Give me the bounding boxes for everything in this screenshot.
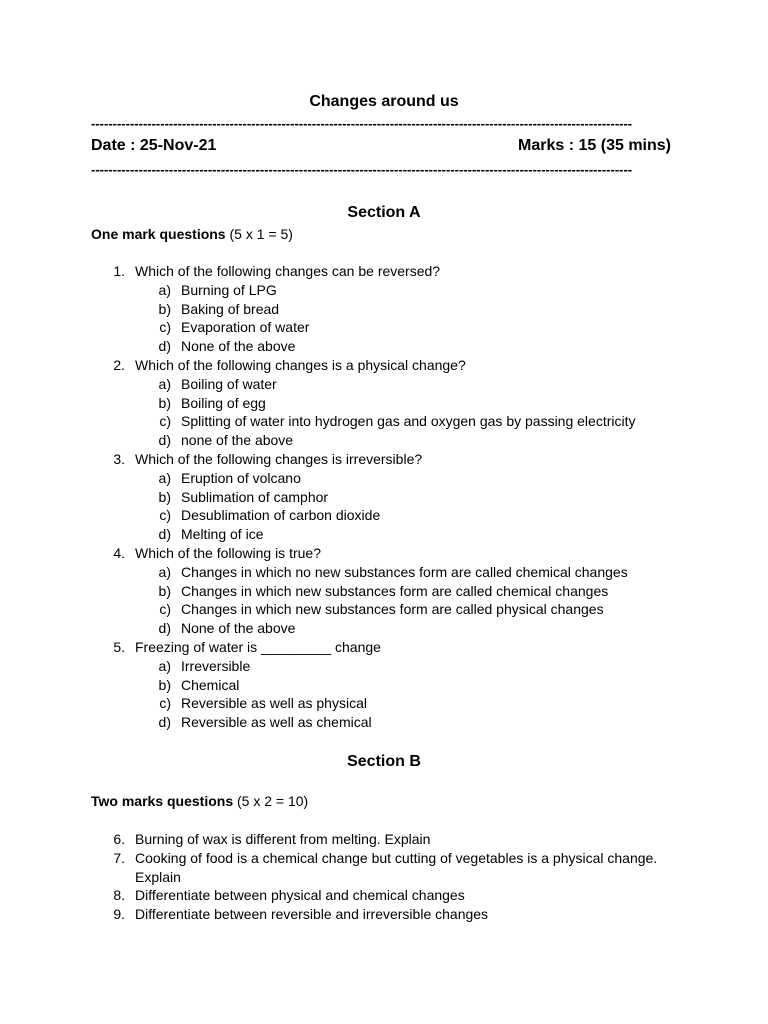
option-text: Boiling of egg [181,394,266,411]
option-label: b) [158,582,171,599]
option-label: d) [158,338,171,355]
option-item [0,525,768,544]
option-label: d) [158,620,171,637]
section-b-subhead-marks: (5 x 2 = 10) [233,793,309,809]
question-text: Which of the following changes is irreversible? [135,450,423,467]
option-item [0,694,768,713]
option-text: Reversible as well as chemical [181,714,372,731]
header-row [91,137,671,155]
option-label: b) [158,394,171,411]
question-text: Differentiate between physical and chemical changes [135,887,465,904]
option-item [0,582,768,601]
option-text: Irreversible [181,657,251,674]
option-text: None of the above [181,620,296,637]
question-text: Which of the following changes can be reversed? [135,263,441,279]
option-item [0,600,768,619]
option-label: a) [158,469,171,486]
question-item [0,849,675,887]
dashed-divider-bottom: ----------------------------------------------------------------------------------------------------------------------------- [91,163,633,177]
option-label: d) [158,526,171,543]
question-number: 9. [113,906,125,923]
section-b-question-list [0,830,768,924]
option-label: d) [158,714,171,731]
option-label: c) [159,695,171,712]
option-item [0,488,768,507]
marks-label: Marks : 15 (35 mins) [518,137,671,154]
option-label: a) [158,375,171,392]
question-text: Burning of wax is different from melting. Explain [135,831,431,847]
question-number: 3. [113,450,125,467]
option-label: a) [158,657,171,674]
option-text: Splitting of water into hydrogen gas and oxygen gas by passing electricity [181,413,636,430]
page-title: Changes around us [309,93,459,110]
option-label: a) [158,281,171,298]
option-text: Baking of bread [181,300,280,317]
option-text: Melting of ice [181,526,264,543]
question-number: 5. [113,638,125,655]
option-item [0,713,768,732]
question-item [0,450,675,469]
option-text: None of the above [181,338,296,355]
option-item [0,657,768,676]
option-item [0,394,768,413]
section-b-title: Section B [347,753,421,770]
option-text: Chemical [181,676,240,693]
option-text: Burning of LPG [181,281,277,298]
option-item [0,300,768,319]
question-number: 8. [113,887,125,904]
option-item [0,337,768,356]
question-text: Cooking of food is a chemical change but cutting of vegetables is a physical change. Explain [135,849,658,885]
question-number: 7. [113,849,125,866]
option-text: Evaporation of water [181,319,310,336]
section-a-title: Section A [347,204,421,221]
option-label: c) [159,601,171,618]
question-item [0,544,675,563]
option-text: Changes in which new substances form are called physical changes [181,601,604,618]
option-label: a) [158,563,171,580]
option-item [0,506,768,525]
option-label: b) [158,488,171,505]
question-number: 1. [113,263,125,279]
section-a-question-list [0,262,768,732]
option-label: c) [159,413,171,430]
question-number: 6. [113,831,125,847]
option-text: Sublimation of camphor [181,488,329,505]
question-number: 2. [113,356,125,373]
option-item [0,676,768,695]
option-label: d) [158,432,171,449]
option-label: b) [158,676,171,693]
option-label: c) [159,319,171,336]
question-number: 4. [113,544,125,561]
section-a-subhead-bold: One mark questions [91,226,226,242]
question-item [0,638,675,657]
question-item [0,886,675,905]
option-label: b) [158,300,171,317]
option-item [0,318,768,337]
date-label: Date : 25-Nov-21 [91,137,217,154]
question-text: Freezing of water is _________ change [135,638,381,655]
section-b-subhead [91,793,308,809]
option-item [0,281,768,300]
question-item [0,262,675,281]
section-a-subhead-marks: (5 x 1 = 5) [225,226,293,242]
option-text: Desublimation of carbon dioxide [181,507,381,524]
dashed-divider-top: ----------------------------------------------------------------------------------------------------------------------------- [91,117,633,131]
option-text: none of the above [181,432,294,449]
option-item [0,469,768,488]
option-item [0,412,768,431]
question-item [0,356,675,375]
option-text: Reversible as well as physical [181,695,367,712]
option-item [0,619,768,638]
question-text: Which of the following is true? [135,544,321,561]
question-item [0,830,675,849]
option-label: c) [159,507,171,524]
option-text: Changes in which no new substances form are called chemical changes [181,563,628,580]
question-text: Which of the following changes is a physical change? [135,356,466,373]
section-b-subhead-bold: Two marks questions [91,793,234,809]
option-item [0,431,768,450]
option-text: Eruption of volcano [181,469,301,486]
option-item [0,563,768,582]
option-text: Changes in which new substances form are called chemical changes [181,582,609,599]
section-a-subhead [91,226,293,242]
option-text: Boiling of water [181,375,277,392]
question-item [0,905,675,924]
option-item [0,375,768,394]
question-text: Differentiate between reversible and irreversible changes [135,906,489,923]
